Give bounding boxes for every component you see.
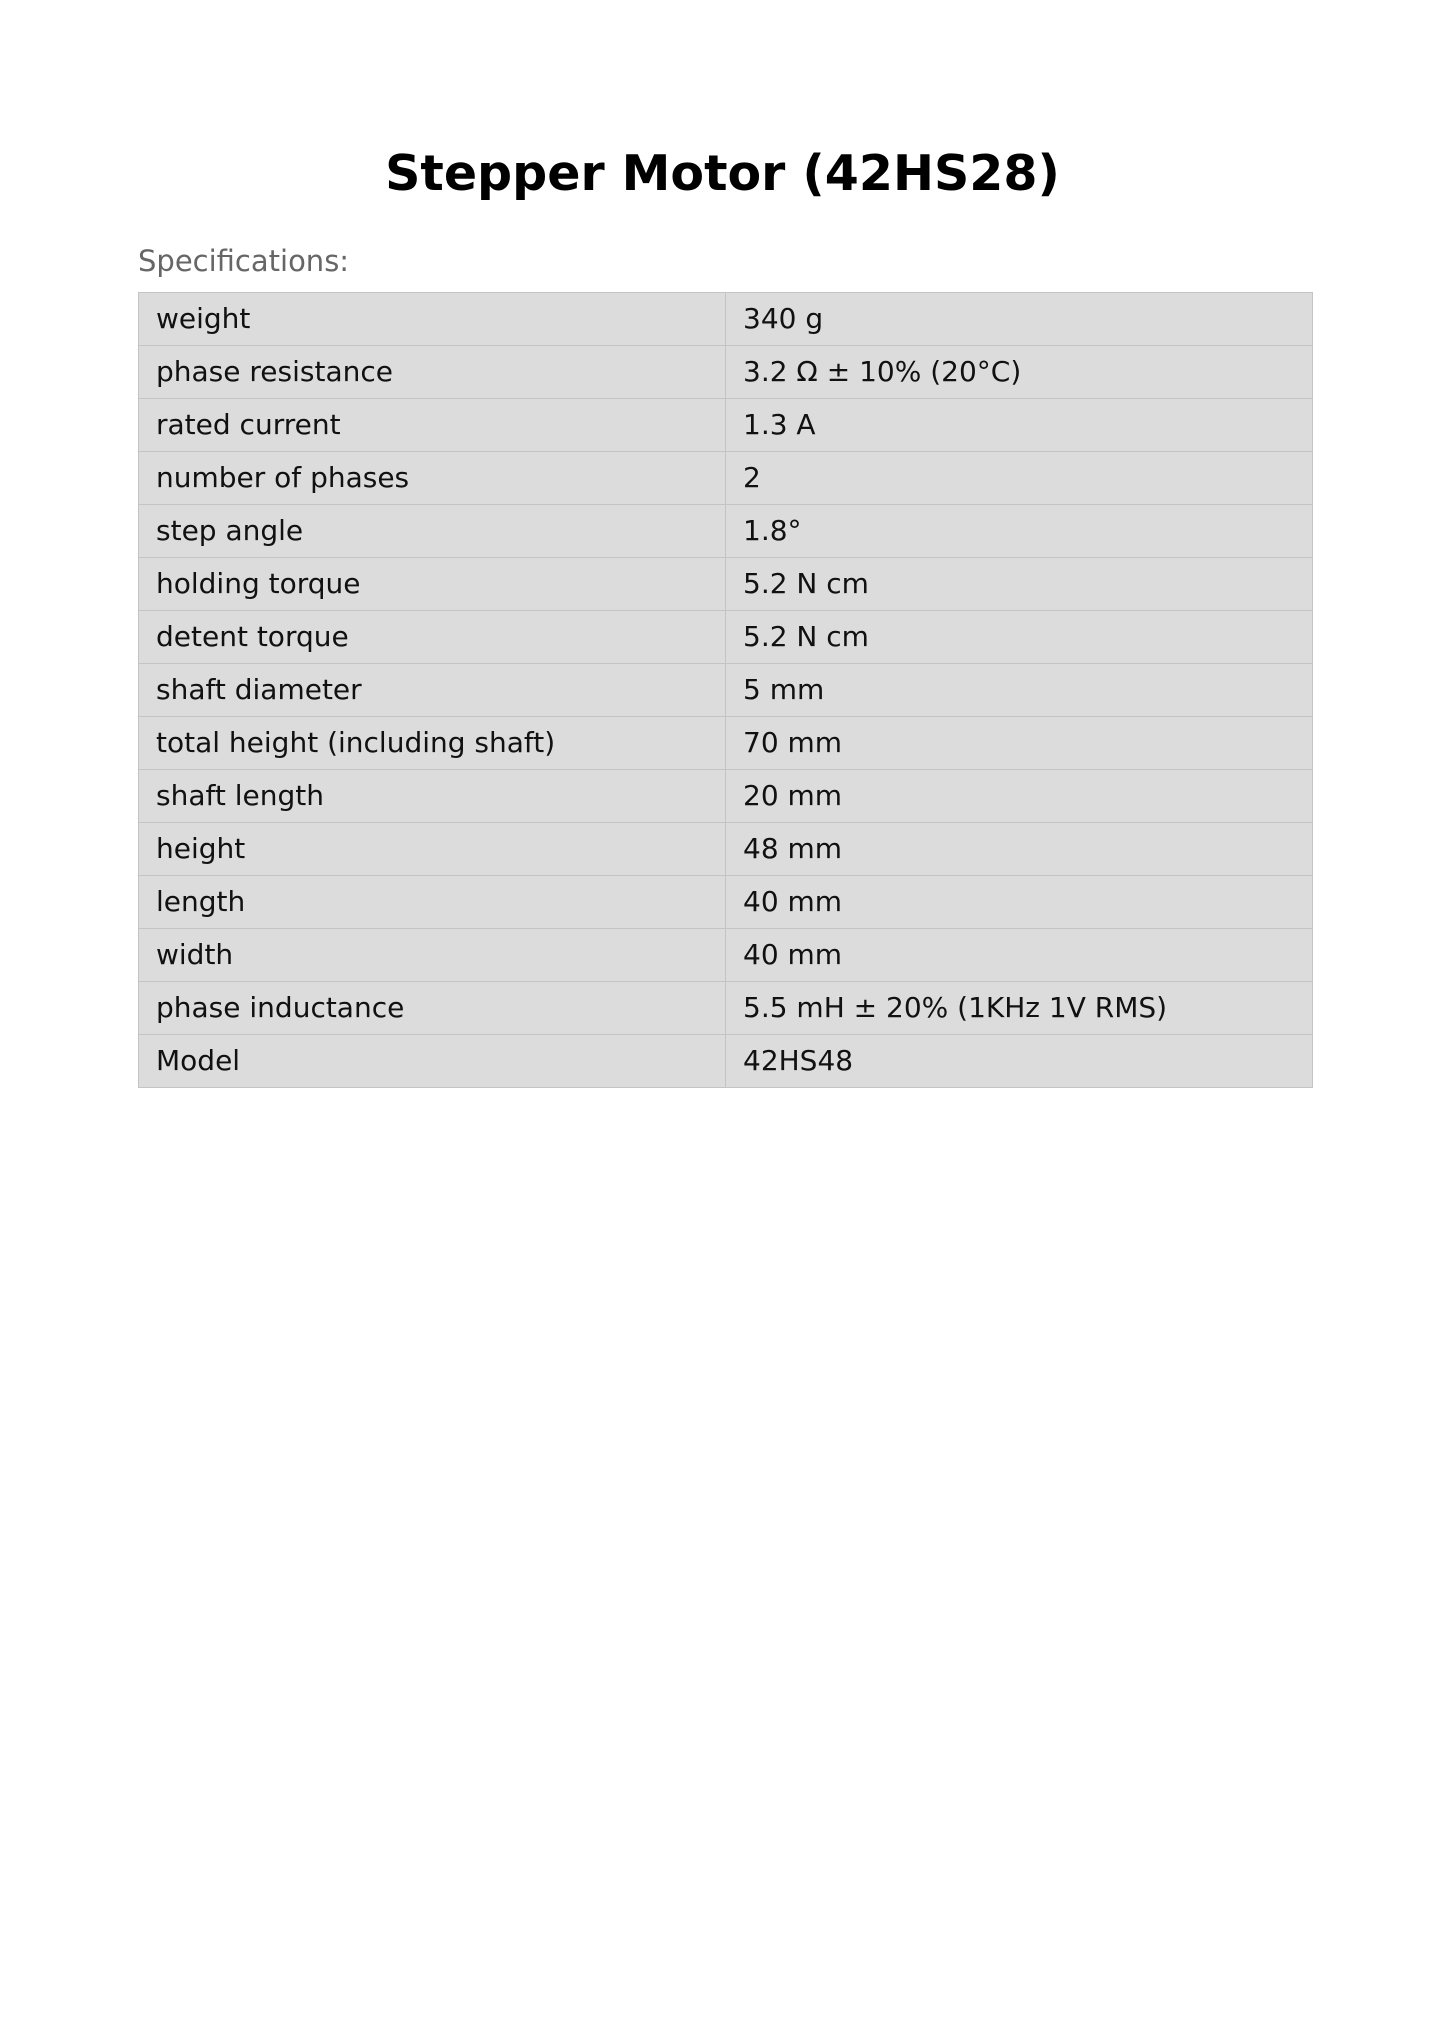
spec-value: 340 g	[726, 293, 1313, 346]
spec-property: phase resistance	[139, 346, 726, 399]
spec-value: 48 mm	[726, 823, 1313, 876]
spec-value: 5.2 N cm	[726, 611, 1313, 664]
spec-value: 5 mm	[726, 664, 1313, 717]
spec-property: width	[139, 929, 726, 982]
spec-value: 3.2 Ω ± 10% (20°C)	[726, 346, 1313, 399]
table-row	[139, 929, 1313, 982]
spec-value: 5.2 N cm	[726, 558, 1313, 611]
spec-value: 5.5 mH ± 20% (1KHz 1V RMS)	[726, 982, 1313, 1035]
table-row	[139, 664, 1313, 717]
spec-property: number of phases	[139, 452, 726, 505]
spec-value: 1.8°	[726, 505, 1313, 558]
spec-property: height	[139, 823, 726, 876]
document-title: Stepper Motor (42HS28)	[385, 145, 1060, 202]
spec-value: 40 mm	[726, 876, 1313, 929]
table-row	[139, 558, 1313, 611]
table-row	[139, 293, 1313, 346]
spec-property: shaft diameter	[139, 664, 726, 717]
table-row	[139, 770, 1313, 823]
spec-value: 20 mm	[726, 770, 1313, 823]
table-row	[139, 717, 1313, 770]
table-row	[139, 346, 1313, 399]
spec-property: holding torque	[139, 558, 726, 611]
spec-property: weight	[139, 293, 726, 346]
section-label: Specifications:	[138, 244, 350, 278]
spec-value: 40 mm	[726, 929, 1313, 982]
spec-value: 2	[726, 452, 1313, 505]
spec-value: 70 mm	[726, 717, 1313, 770]
spec-property: total height (including shaft)	[139, 717, 726, 770]
table-row	[139, 505, 1313, 558]
spec-property: length	[139, 876, 726, 929]
table-row	[139, 982, 1313, 1035]
table-row	[139, 823, 1313, 876]
spec-property: Model	[139, 1035, 726, 1088]
spec-property: step angle	[139, 505, 726, 558]
table-row	[139, 876, 1313, 929]
table-row	[139, 452, 1313, 505]
spec-property: shaft length	[139, 770, 726, 823]
spec-value: 42HS48	[726, 1035, 1313, 1088]
table-row	[139, 611, 1313, 664]
table-row	[139, 1035, 1313, 1088]
spec-value: 1.3 A	[726, 399, 1313, 452]
spec-property: phase inductance	[139, 982, 726, 1035]
specifications-table	[138, 292, 1313, 1088]
spec-property: detent torque	[139, 611, 726, 664]
table-row	[139, 399, 1313, 452]
spec-property: rated current	[139, 399, 726, 452]
